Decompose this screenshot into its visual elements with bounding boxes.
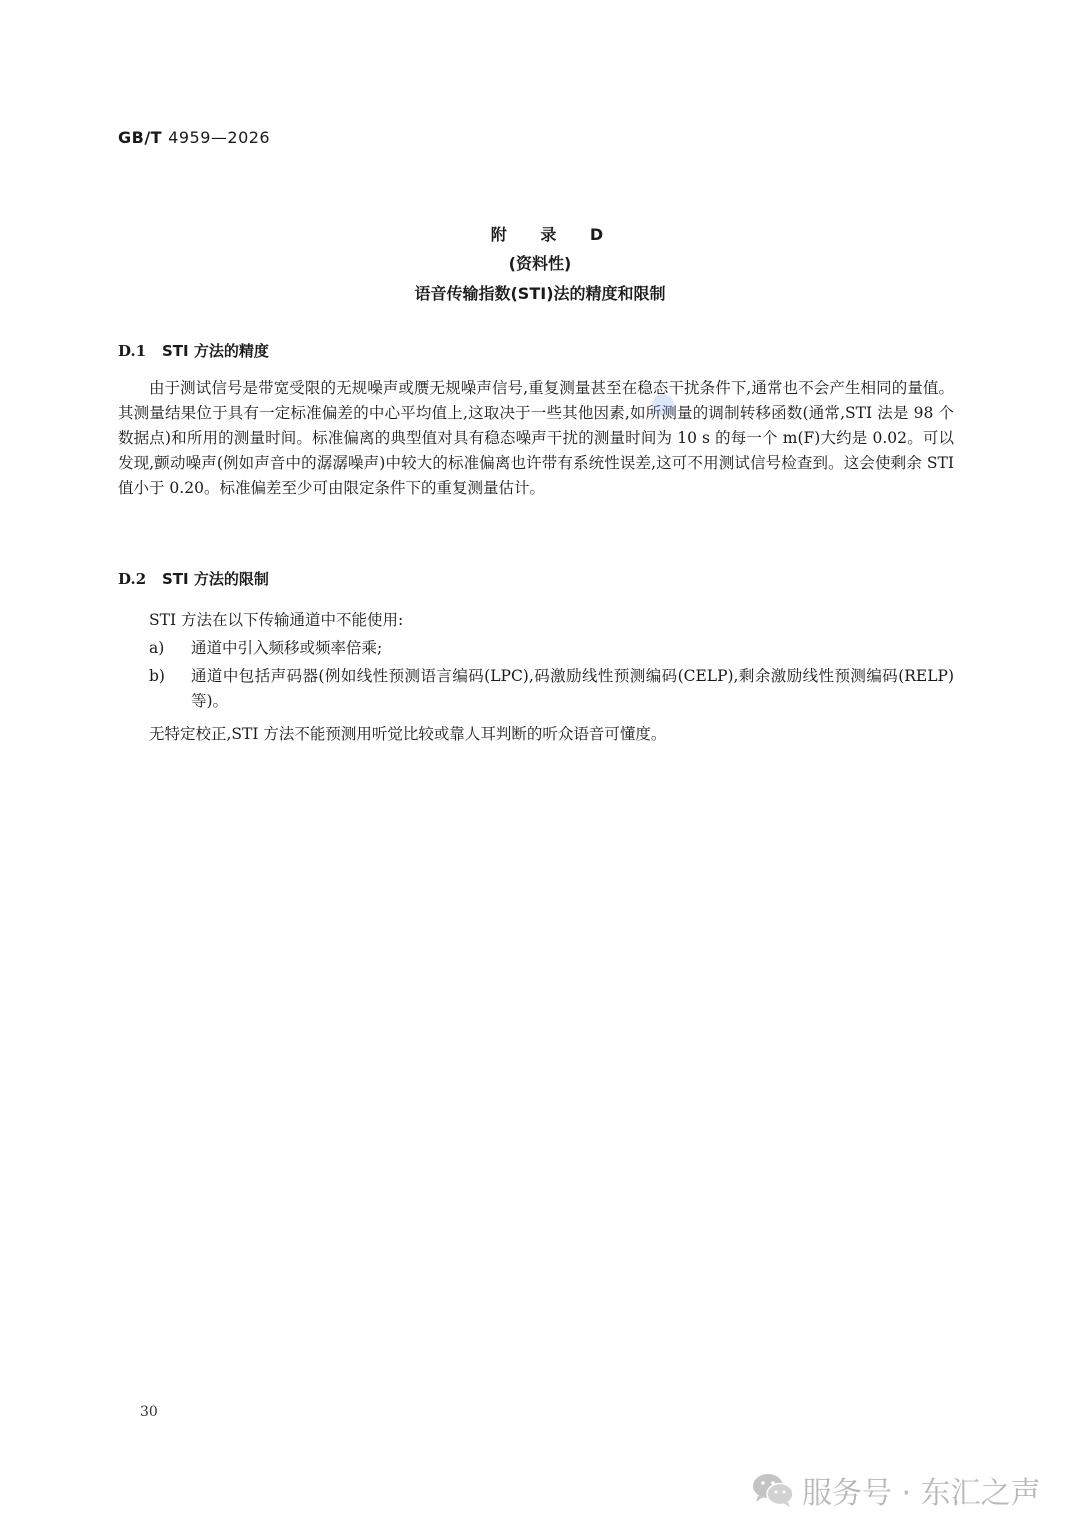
annex-title: 附 录 D [490, 225, 618, 244]
section-heading-d2 [118, 568, 269, 589]
list-item-a [149, 636, 954, 661]
doc-prefix: GB/T [118, 128, 163, 147]
watermark [752, 1468, 1041, 1512]
list-marker: b) [149, 667, 165, 685]
document-code [118, 128, 270, 147]
section-title: STI 方法的精度 [162, 342, 269, 360]
watermark-text: 服务号 · 东汇之声 [802, 1476, 1041, 1511]
wechat-icon [752, 1472, 794, 1508]
section-d1-paragraph: 由于测试信号是带宽受限的无规噪声或赝无规噪声信号,重复测量甚至在稳态干扰条件下,通常也不会产生相同的量值。其测量结果位于具有一定标准偏差的中心平均值上,这取决于一些其他因素,如所测量的调制转移函数(通常,STI 法是 98 个数据点)和所用的测量时间。标准偏离的典型值对具有稳态噪声干扰的测量时间为 10 s 的每一个 m(F)大约是 0.02。可以发现,颤动噪声(例如声音中的潺潺噪声)中较大的标准偏离也许带有系统性误差,这可不用测试信号检查到。这会使剩余 STI 值小于 0.20。标准偏差至少可由限定条件下的重复测量估计。 [118, 379, 954, 497]
list-item-b [149, 664, 954, 714]
stamp-mark [652, 394, 674, 416]
doc-number: 4959—2026 [168, 128, 271, 147]
list-text: 通道中引入频移或频率倍乘; [191, 639, 383, 657]
section-d2-closing: 无特定校正,STI 方法不能预测用听觉比较或靠人耳判断的听众语音可懂度。 [149, 725, 667, 743]
section-d2-lead: STI 方法在以下传输通道中不能使用: [149, 611, 404, 629]
section-title: STI 方法的限制 [162, 570, 269, 588]
page-number: 30 [140, 1404, 158, 1420]
list-marker: a) [149, 639, 165, 657]
annex-subject: 语音传输指数(STI)法的精度和限制 [414, 284, 666, 303]
section-heading-d1 [118, 340, 269, 361]
list-text: 通道中包括声码器(例如线性预测语言编码(LPC),码激励线性预测编码(CELP),剩余激励线性预测编码(RELP)等)。 [191, 667, 954, 710]
section-number: D.1 [118, 342, 147, 360]
annex-type: (资料性) [508, 254, 572, 273]
section-number: D.2 [118, 570, 147, 588]
